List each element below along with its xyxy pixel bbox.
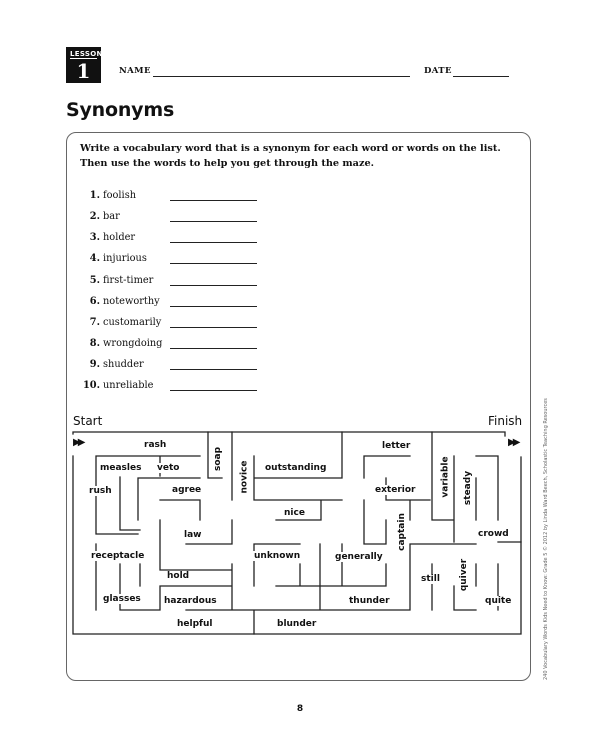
maze-word-glasses: glasses bbox=[103, 594, 141, 604]
question-word: first-timer bbox=[103, 275, 154, 286]
maze-word-thunder: thunder bbox=[349, 596, 390, 606]
question-word: noteworthy bbox=[103, 296, 160, 307]
question-number: 2. bbox=[89, 211, 100, 222]
question-number: 7. bbox=[89, 317, 100, 328]
start-arrow-icon: ▶▶ bbox=[73, 437, 83, 448]
maze-word-captain: captain bbox=[396, 513, 407, 551]
maze-word-steady: steady bbox=[463, 470, 474, 506]
maze-finish-label: Finish bbox=[488, 414, 523, 428]
question-word: unreliable bbox=[103, 380, 154, 391]
maze-word-nice: nice bbox=[284, 508, 305, 518]
question-number: 5. bbox=[89, 275, 100, 286]
maze-word-exterior: exterior bbox=[375, 485, 416, 495]
maze-word-still: still bbox=[421, 574, 440, 584]
copyright-note: 240 Vocabulary Words Kids Need to Know: Grade 5 © 2012 by Linda Ward Beech, Scholastic Teaching Resources bbox=[543, 398, 549, 680]
maze-word-helpful: helpful bbox=[177, 619, 213, 629]
question-number: 10. bbox=[82, 380, 100, 391]
maze-word-letter: letter bbox=[382, 441, 411, 451]
question-word: shudder bbox=[103, 359, 144, 370]
page-number: 8 bbox=[296, 704, 304, 714]
maze-start-label: Start bbox=[73, 414, 103, 428]
maze-word-receptacle: receptacle bbox=[91, 551, 145, 561]
question-number: 1. bbox=[89, 190, 100, 201]
page-title: Synonyms bbox=[66, 99, 175, 121]
lesson-number: 1 bbox=[76, 59, 91, 83]
maze-word-generally: generally bbox=[335, 552, 383, 562]
maze-word-crowd: crowd bbox=[478, 529, 509, 539]
question-word: holder bbox=[103, 232, 136, 243]
maze-word-quite: quite bbox=[485, 596, 512, 606]
maze-word-novice: novice bbox=[239, 460, 250, 494]
question-word: injurious bbox=[103, 253, 147, 264]
question-number: 6. bbox=[89, 296, 100, 307]
maze-word-unknown: unknown bbox=[254, 551, 301, 561]
maze-word-law: law bbox=[184, 530, 202, 540]
question-number: 9. bbox=[89, 359, 100, 370]
question-number: 8. bbox=[89, 338, 100, 349]
question-word: foolish bbox=[103, 190, 137, 201]
maze-word-soap: soap bbox=[213, 446, 224, 472]
maze-word-rash: rash bbox=[144, 440, 167, 450]
maze-word-outstanding: outstanding bbox=[265, 463, 327, 473]
instructions: Write a vocabulary word that is a synonym for each word or words on the list. Then use the words to help you get through the maze. bbox=[80, 143, 501, 169]
question-word: bar bbox=[103, 211, 120, 222]
question-number: 4. bbox=[89, 253, 100, 264]
question-word: customarily bbox=[103, 317, 162, 328]
question-word: wrongdoing bbox=[103, 338, 163, 349]
lesson-label: LESSON bbox=[70, 50, 103, 58]
maze-word-variable: variable bbox=[440, 456, 451, 498]
maze-word-quiver: quiver bbox=[459, 558, 470, 592]
maze-word-hazardous: hazardous bbox=[164, 596, 217, 606]
question-number: 3. bbox=[89, 232, 100, 243]
maze-word-veto: veto bbox=[157, 463, 180, 473]
maze-word-rush: rush bbox=[89, 486, 112, 496]
maze-word-hold: hold bbox=[167, 571, 190, 581]
maze-word-agree: agree bbox=[172, 485, 202, 495]
maze-word-blunder: blunder bbox=[277, 619, 317, 629]
finish-arrow-icon: ▶▶ bbox=[508, 437, 518, 448]
date-label: DATE bbox=[424, 66, 452, 76]
name-label: NAME bbox=[119, 66, 151, 76]
maze-word-measles: measles bbox=[100, 463, 142, 473]
